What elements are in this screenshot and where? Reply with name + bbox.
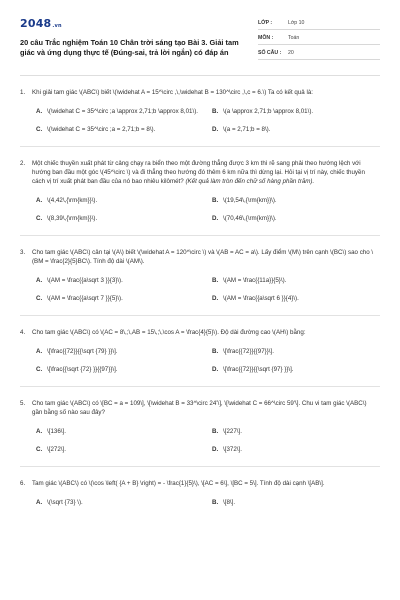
question-text: Khi giải tam giác \(ABC\) biết \(\widehat A = 15^\circ ,\,\widehat B = 130^\circ ,\,c = 6.\) Ta có kết quả là: (32, 89, 313, 96)
option-d[interactable] (212, 446, 380, 455)
option-text: \[136\]. (47, 427, 66, 435)
option-text: \(AM = \frac{{a\sqrt 3 }}{3}\). (47, 276, 123, 284)
option-letter: A. (36, 498, 43, 506)
option-letter: B. (212, 347, 219, 355)
option-c[interactable] (36, 366, 204, 375)
option-text: \(a \approx 2,71;b \approx 8,01\). (223, 107, 314, 115)
option-d[interactable] (212, 215, 380, 224)
option-letter: B. (212, 276, 219, 284)
question-note: (Kết quả làm tròn đến chữ số hàng phần trăm). (185, 177, 315, 185)
option-b[interactable] (212, 277, 380, 286)
option-c[interactable] (36, 295, 204, 304)
meta-row-class (258, 18, 380, 30)
question-number: 3. (20, 248, 26, 256)
question-head (20, 329, 380, 338)
meta-subject-value: Toán (288, 34, 300, 41)
question-number: 2. (20, 159, 26, 167)
option-text: \[\frac{{72}}{{\sqrt {79} }}\]. (47, 347, 118, 355)
option-text: \[227\]. (223, 427, 242, 435)
option-text: \(4,42\,{\rm{km}}\). (47, 196, 98, 204)
question-text: Cho tam giác \(ABC\) có \(AC = 8\,;\,AB = 15\,;\,\cos A = \frac{4}{5}\). Độ dài đường cao \(AH\) bằng: (32, 328, 306, 336)
answer-options (20, 108, 380, 135)
option-a[interactable] (36, 428, 204, 437)
question-number: 1. (20, 89, 26, 96)
header-left (20, 16, 248, 57)
option-d[interactable] (212, 366, 380, 375)
question-3 (20, 236, 380, 316)
meta-subject-label: MÔN : (258, 34, 274, 41)
option-letter: B. (212, 196, 219, 204)
page-title: 20 câu Trắc nghiệm Toán 10 Chân trời sáng tạo Bài 3. Giải tam giác và ứng dụng thực tế (Đúng-sai, trả lời ngắn) có đáp án (20, 37, 239, 57)
meta-class-label: LỚP : (258, 19, 273, 26)
option-letter: B. (212, 498, 219, 506)
option-letter: A. (36, 107, 43, 115)
question-1 (20, 76, 380, 147)
option-text: \[\frac{{72}}{{97}}\]. (223, 347, 274, 355)
question-text: Cho tam giác \(ABC\) có \[BC = a = 109\], \[\widehat B = 33^\circ 24'\], \[\widehat C = 66^\circ 59'\]. Chu vi tam giác \(ABC\) gần bằng số nào sau đây? (32, 399, 367, 416)
question-head (20, 89, 380, 98)
question-head (20, 249, 380, 267)
answer-options (20, 197, 380, 224)
option-letter: B. (212, 427, 219, 435)
answer-options (20, 499, 380, 508)
option-a[interactable] (36, 277, 204, 286)
meta-class-value: Lớp 10 (288, 19, 305, 26)
option-text: \(a = 2,71;b = 8\). (223, 125, 271, 133)
question-6 (20, 467, 380, 519)
answer-options (20, 277, 380, 304)
option-text: \(AM = \frac{{a\sqrt 7 }}{5}\). (47, 294, 123, 302)
option-b[interactable] (212, 108, 380, 117)
option-text: \[8\]. (223, 498, 236, 506)
option-letter: C. (36, 445, 43, 453)
option-c[interactable] (36, 446, 204, 455)
option-a[interactable] (36, 197, 204, 206)
question-5 (20, 387, 380, 467)
question-head (20, 400, 380, 418)
question-text: Cho tam giác \(ABC\) cân tại \(A\) biết \(\widehat A = 120^\circ \) và \(AB = AC = a\). Lấy điểm \(M\) trên cạnh \(BC\) sao cho \(BM = \frac{2}{5}BC\). Tính độ dài \(AM\). (32, 248, 374, 265)
option-letter: A. (36, 427, 43, 435)
question-number: 5. (20, 399, 26, 407)
option-text: \[\frac{{\sqrt {72} }}{{97}}\]. (47, 365, 118, 373)
question-head (20, 480, 380, 489)
option-a[interactable] (36, 348, 204, 357)
option-letter: C. (36, 294, 43, 302)
option-d[interactable] (212, 295, 380, 304)
option-letter: D. (212, 445, 219, 453)
option-b[interactable] (212, 197, 380, 206)
option-text: \(\widehat C = 35^\circ ;a = 2,71;b = 8\). (47, 125, 156, 133)
option-a[interactable] (36, 108, 204, 117)
option-text: \[372\]. (223, 445, 242, 453)
option-letter: D. (212, 294, 219, 302)
question-head (20, 160, 380, 187)
option-c[interactable] (36, 126, 204, 135)
meta-count-value: 20 (288, 49, 294, 56)
question-4 (20, 316, 380, 387)
option-text: \[\frac{{72}}{{\sqrt {97} }}\]. (223, 365, 294, 373)
logo-text: 2048 (20, 17, 52, 30)
meta-row-subject (258, 33, 380, 45)
option-d[interactable] (212, 126, 380, 135)
option-b[interactable] (212, 348, 380, 357)
option-letter: D. (212, 125, 219, 133)
option-letter: D. (212, 214, 219, 222)
option-letter: A. (36, 347, 43, 355)
site-logo[interactable] (20, 16, 248, 32)
meta-panel (258, 18, 380, 63)
meta-count-label: SỐ CÂU : (258, 49, 282, 56)
question-2 (20, 147, 380, 236)
option-letter: D. (212, 365, 219, 373)
option-text: \[272\]. (47, 445, 66, 453)
question-text (32, 160, 380, 187)
option-letter: C. (36, 214, 43, 222)
answer-options (20, 428, 380, 455)
meta-row-count (258, 48, 380, 60)
option-text: \(19,54\,{\rm{km}}\). (223, 196, 277, 204)
option-letter: A. (36, 196, 43, 204)
question-body: Một chiếc thuyền xuất phát từ cảng chạy ra biển theo một đường thẳng được 3 km thì rẽ sang phải theo hướng lệch với hướng ban đầu một góc \(45^\circ \) và đi thẳng theo hướng đó thêm 6 km nữa thì dừng lại. Hỏi tại vị trí này, chiếc thuyền cách vị trí xuất phát ban đầu của nó bao nhiêu kilômét? (32, 159, 365, 185)
option-text: \(AM = \frac{{a\sqrt 6 }}{4}\). (223, 294, 299, 302)
logo-suffix: .vn (52, 23, 62, 29)
option-text: \(8,39\,{\rm{km}}\). (47, 214, 98, 222)
option-text: \(AM = \frac{{11a}}{5}\). (223, 276, 287, 284)
option-letter: B. (212, 107, 219, 115)
option-b[interactable] (212, 499, 380, 508)
option-c[interactable] (36, 215, 204, 224)
option-a[interactable] (36, 499, 204, 508)
option-letter: C. (36, 365, 43, 373)
option-letter: A. (36, 276, 43, 284)
option-b[interactable] (212, 428, 380, 437)
option-text: \(\sqrt {73} \). (47, 498, 83, 506)
option-letter: C. (36, 125, 43, 133)
answer-options (20, 348, 380, 375)
question-number: 4. (20, 328, 26, 336)
option-text: \(70,46\,{\rm{km}}\). (223, 214, 277, 222)
option-text: \(\widehat C = 35^\circ ;a \approx 2,71;b \approx 8,01\). (47, 107, 198, 115)
question-text: Tam giác \(ABC\) có \(\cos \left( {A + B} \right) = - \frac{1}{5}\), \[AC = 6\], \[BC = 5\]. Tính độ dài cạnh \[AB\]. (32, 479, 325, 487)
question-number: 6. (20, 479, 26, 487)
header (20, 16, 380, 63)
